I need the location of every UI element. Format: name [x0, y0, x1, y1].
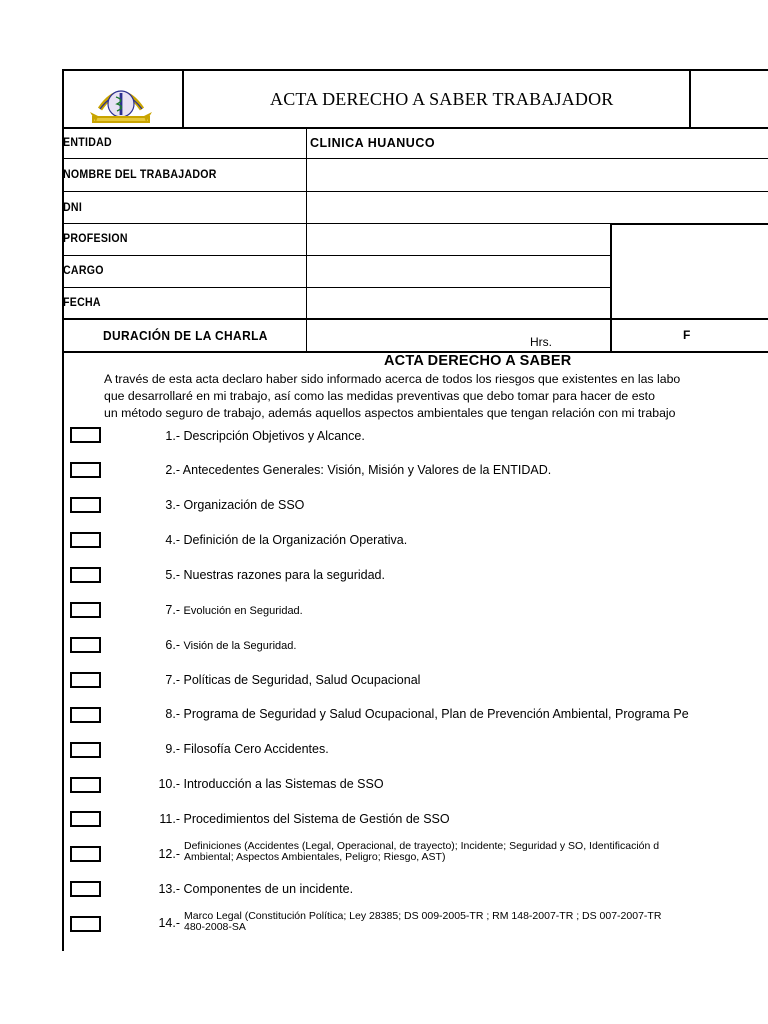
item-3-checkbox[interactable] [70, 497, 101, 513]
item-12 [150, 812, 450, 826]
item-1-number: 1.- [165, 429, 180, 443]
acta-paragraph-line-2: que desarrollaré en mi trabajo, así como las medidas preventivas que debo tomar para hacer de esto [104, 389, 655, 403]
item-9-checkbox[interactable] [70, 707, 101, 723]
item-15-text [184, 911, 690, 935]
item-14-number: 13.- [158, 882, 180, 896]
item-2-number: 2.- [165, 463, 180, 477]
item-2 [150, 463, 551, 477]
entidad-value[interactable]: CLINICA HUANUCO [310, 136, 436, 150]
document-title: ACTA DERECHO A SABER TRABAJADOR [270, 89, 614, 109]
entidad-label: ENTIDAD [63, 137, 112, 149]
item-2-text: Antecedentes Generales: Visión, Misión y Valores de la ENTIDAD. [182, 463, 552, 477]
item-10-number: 9.- [165, 742, 180, 756]
item-13-line-2: Ambiental; Aspectos Ambientales, Peligro; Riesgo, AST) [184, 851, 446, 863]
dni-label: DNI [63, 202, 83, 214]
dni-field[interactable] [308, 192, 768, 222]
item-15-number: 14.- [158, 916, 180, 930]
item-14-checkbox[interactable] [70, 881, 101, 897]
item-8-text: Políticas de Seguridad, Salud Ocupacional [183, 673, 421, 687]
item-8 [150, 673, 420, 687]
item-9 [150, 707, 690, 721]
item-7-checkbox[interactable] [70, 637, 101, 653]
photo-box-top [610, 223, 768, 225]
item-15-checkbox[interactable] [70, 916, 101, 932]
item-4-checkbox[interactable] [70, 532, 101, 548]
duracion-field[interactable] [308, 320, 608, 350]
item-9-text: Programa de Seguridad y Salud Ocupacional, Plan de Prevención Ambiental, Programa Pe [183, 707, 689, 721]
fecha-field[interactable] [308, 288, 608, 317]
frame-top [62, 69, 768, 71]
profesion-label: PROFESION [63, 233, 128, 245]
item-11 [150, 777, 384, 791]
item-15-line-2: 480-2008-SA [184, 921, 246, 933]
item-1-checkbox[interactable] [70, 427, 101, 443]
acta-paragraph-line-1: A través de esta acta declaro haber sido informado acerca de todos los riesgos que existentes en las labo [104, 372, 681, 386]
duracion-label: DURACIÓN DE LA CHARLA [103, 328, 268, 343]
nombre-label: NOMBRE DEL TRABAJADOR [63, 169, 217, 181]
item-8-checkbox[interactable] [70, 672, 101, 688]
item-10 [150, 742, 329, 756]
nombre-field[interactable] [308, 159, 768, 190]
item-6 [150, 603, 303, 617]
item-6-checkbox[interactable] [70, 602, 101, 618]
right-partial-label: F [683, 328, 691, 342]
photo-box-left [610, 223, 612, 353]
item-14 [150, 882, 353, 896]
item-13-checkbox[interactable] [70, 846, 101, 862]
item-10-checkbox[interactable] [70, 742, 101, 758]
item-7-text: Visión de la Seguridad. [183, 640, 297, 652]
clinic-logo [86, 76, 156, 126]
item-7 [150, 638, 296, 652]
item-11-checkbox[interactable] [70, 777, 101, 793]
item-6-number: 7.- [165, 603, 180, 617]
item-5-text: Nuestras razones para la seguridad. [183, 568, 385, 582]
item-13-line-1: Definiciones (Accidentes (Legal, Operacional, de trayecto); Incidente; Seguridad y SO, Identificación d [184, 841, 660, 852]
item-11-number: 10.- [158, 777, 180, 791]
hrs-label: Hrs. [530, 335, 552, 349]
item-1-text: Descripción Objetivos y Alcance. [183, 429, 365, 443]
fecha-label: FECHA [63, 297, 101, 309]
logo-divider [182, 69, 184, 129]
item-12-text: Procedimientos del Sistema de Gestión de SSO [183, 812, 450, 826]
item-5-checkbox[interactable] [70, 567, 101, 583]
item-9-number: 8.- [165, 707, 180, 721]
item-13-text [184, 841, 690, 864]
acta-section-title: ACTA DERECHO A SABER [384, 353, 572, 369]
item-5 [150, 568, 385, 582]
acta-paragraph-line-3: un método seguro de trabajo, además aquellos aspectos ambientales que tengan relación con mi trabajo [104, 406, 676, 420]
header-right-border [689, 69, 691, 129]
item-4-number: 4.- [165, 533, 180, 547]
cargo-label: CARGO [63, 265, 104, 277]
header-bottom [62, 127, 768, 129]
profesion-field[interactable] [308, 224, 608, 254]
item-11-text: Introducción a las Sistemas de SSO [183, 777, 384, 791]
item-3-number: 3.- [165, 498, 180, 512]
item-1 [150, 429, 365, 443]
item-6-text: Evolución en Seguridad. [183, 605, 303, 617]
item-4-text: Definición de la Organización Operativa. [183, 533, 408, 547]
item-8-number: 7.- [165, 673, 180, 687]
item-12-number: 11.- [159, 812, 180, 826]
item-2-checkbox[interactable] [70, 462, 101, 478]
item-15-line-1: Marco Legal (Constitución Política; Ley 28385; DS 009-2005-TR ; RM 148-2007-TR ; DS 007-2007-TR [184, 911, 662, 922]
item-3 [150, 498, 304, 512]
item-3-text: Organización de SSO [183, 498, 305, 512]
item-14-text: Componentes de un incidente. [183, 882, 354, 896]
item-10-text: Filosofía Cero Accidentes. [183, 742, 329, 756]
item-5-number: 5.- [165, 568, 180, 582]
cargo-field[interactable] [308, 256, 608, 286]
item-13-number: 12.- [158, 847, 180, 861]
item-7-number: 6.- [165, 638, 180, 652]
item-4 [150, 533, 407, 547]
item-12-checkbox[interactable] [70, 811, 101, 827]
